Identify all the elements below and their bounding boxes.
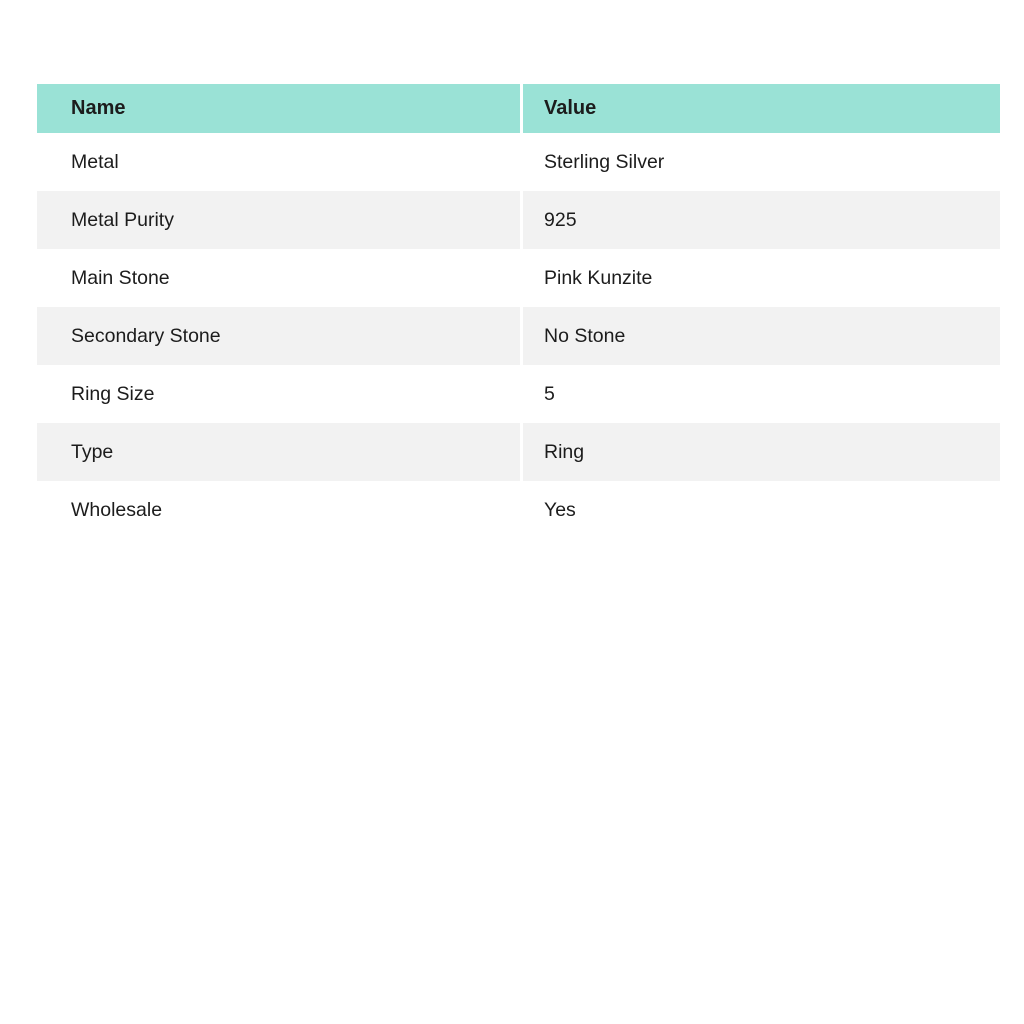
header-name-label: Name: [71, 97, 126, 119]
attribute-name: Wholesale: [71, 498, 163, 521]
table-row: [37, 481, 1000, 539]
table-row: [37, 133, 1000, 191]
attribute-name: Ring Size: [71, 382, 155, 405]
cell-attribute-name: [37, 133, 523, 191]
cell-attribute-value: [523, 307, 1000, 365]
attribute-value: Ring: [544, 440, 585, 463]
table-row: [37, 423, 1000, 481]
attribute-name: Secondary Stone: [71, 324, 221, 347]
attribute-value: 5: [544, 382, 555, 405]
attribute-value: Pink Kunzite: [544, 266, 653, 289]
header-cell-value: [523, 84, 1000, 133]
cell-attribute-value: [523, 191, 1000, 249]
cell-attribute-name: [37, 365, 523, 423]
cell-attribute-value: [523, 365, 1000, 423]
attribute-value: Yes: [544, 498, 576, 521]
header-cell-name: [37, 84, 523, 133]
table-row: [37, 249, 1000, 307]
cell-attribute-value: [523, 423, 1000, 481]
header-value-label: Value: [544, 97, 597, 119]
attribute-value: No Stone: [544, 324, 626, 347]
cell-attribute-value: [523, 249, 1000, 307]
table-body: [37, 133, 1000, 539]
cell-attribute-value: [523, 481, 1000, 539]
cell-attribute-name: [37, 423, 523, 481]
attribute-name: Main Stone: [71, 266, 170, 289]
cell-attribute-name: [37, 307, 523, 365]
attribute-name: Metal: [71, 150, 119, 173]
attributes-table: [37, 84, 1000, 539]
attribute-value: 925: [544, 208, 577, 231]
table-row: [37, 307, 1000, 365]
attribute-name: Type: [71, 440, 114, 463]
table-header-row: [37, 84, 1000, 133]
table-row: [37, 365, 1000, 423]
attribute-name: Metal Purity: [71, 208, 174, 231]
cell-attribute-name: [37, 249, 523, 307]
cell-attribute-value: [523, 133, 1000, 191]
cell-attribute-name: [37, 481, 523, 539]
attribute-value: Sterling Silver: [544, 150, 665, 173]
cell-attribute-name: [37, 191, 523, 249]
table-row: [37, 191, 1000, 249]
